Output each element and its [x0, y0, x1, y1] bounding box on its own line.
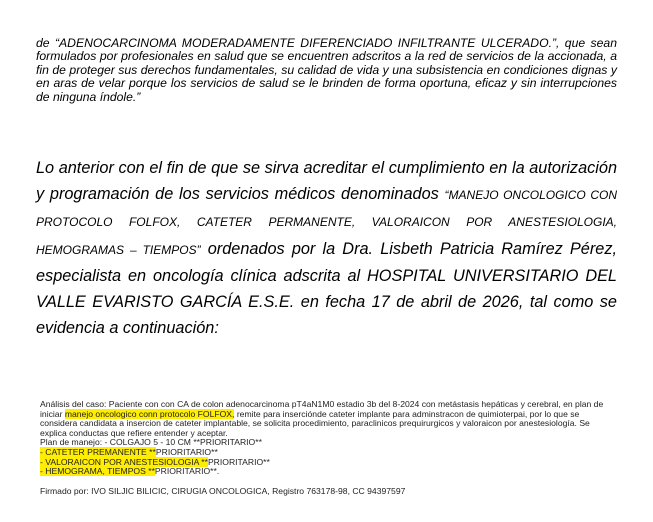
main-paragraph	[36, 155, 617, 341]
plan-item-highlight: - HEMOGRAMA, TIEMPOS **	[40, 466, 155, 477]
case-analysis	[40, 400, 612, 438]
plan-item-suffix: PRIORITARIO**	[155, 446, 218, 457]
analysis-before: Análisis del caso: Paciente con con CA de colon adenocarcinoma pT4aN1M0 estadio 3b del 8-2024 con metástasis hepáticas y cerebral, en plan de iniciar	[40, 399, 604, 419]
paragraph-rest: ordenados por la Dra. Lisbeth Patricia Ramírez Pérez, especialista en oncología clínica adscrita al HOSPITAL UNIVERSITARIO DEL VALLE EVARISTO GARCÍA E.S.E. en fecha 17 de abril de 2026, tal como se evidencia a continuación:	[36, 239, 617, 338]
analysis-highlight: manejo oncologico conn protocolo FOLFOX,	[64, 408, 235, 419]
services-quote: “MANEJO ONCOLOGICO CON PROTOCOLO FOLFOX, CATETER PERMANENTE, VALORAICON POR ANESTESIOLOGIA, HEMOGRAMAS – TIEMPOS”	[36, 188, 617, 257]
plan-item	[40, 467, 612, 477]
analysis-after: remite para inserciónde cateter implante para adminstracon de quimioterpai, por lo que se considera candidata a insercion de cateter implantable, se solicita procedimiento, paraclinicos prequirurgicos y valoraicon por anestesiología. Se explica conductas que refiere entender y aceptar.	[40, 408, 590, 438]
paragraph-intro: Lo anterior con el fin de que se sirva acreditar el cumplimiento en la autorización y programación de los servicios médicos denominados	[36, 159, 617, 204]
signature-line: Firmado por: IVO SILJIC BILICIC, CIRUGIA ONCOLOGICA, Registro 763178-98, CC 94397597	[40, 486, 406, 496]
plan-item-highlight: - CATETER PREMANENTE **	[40, 446, 156, 457]
quoted-order-text	[36, 37, 617, 104]
plan-header: Plan de manejo: - COLGAJO 5 - 10 CM **PRIORITARIO**	[40, 437, 262, 448]
clinical-note-excerpt	[40, 400, 612, 477]
plan-item-suffix: PRIORITARIO**.	[154, 466, 220, 477]
plan-item-suffix: PRIORITARIO**	[207, 456, 270, 467]
plan-item-highlight: - VALORAICON POR ANESTESIOLOGIA **	[40, 456, 208, 467]
quote-text: de “ADENOCARCINOMA MODERADAMENTE DIFERENCIADO INFILTRANTE ULCERADO.”, que sean formulados por profesionales en salud que se encuentren adscritos a la red de servicios de la accionada, a fin de proteger sus derechos fundamentales, su calidad de vida y una subsistencia en condiciones dignas y en aras de velar porque los servicios de salud se le brinden de forma oportuna, eficaz y sin interrupciones de ninguna índole.”	[36, 36, 617, 104]
